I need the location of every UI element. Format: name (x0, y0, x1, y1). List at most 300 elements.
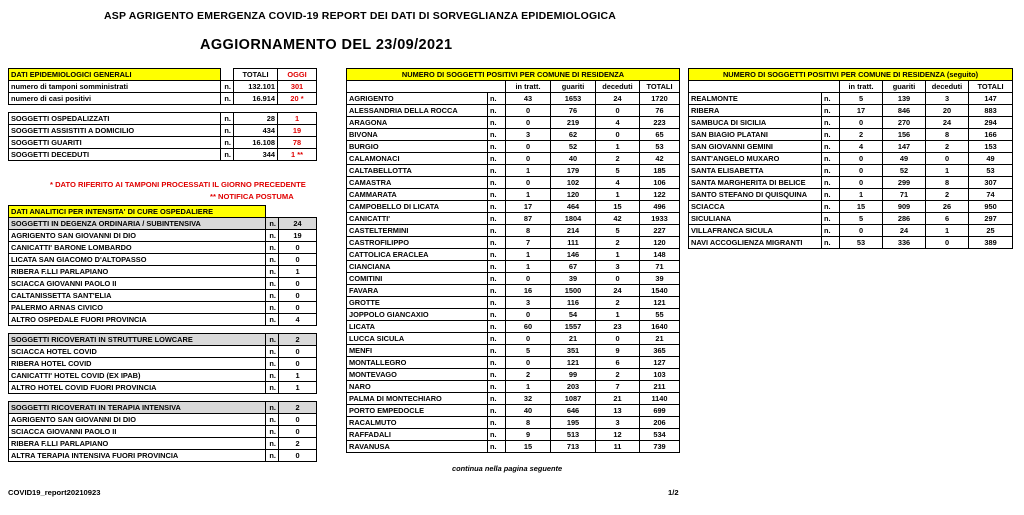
comune-name: CANICATTI' (347, 213, 488, 225)
comuni-col-header: deceduti (926, 81, 969, 93)
hospital-value: 1 (279, 266, 317, 278)
comuni-row (347, 273, 680, 285)
comune-value: 102 (551, 177, 596, 189)
n-cell: n. (266, 302, 279, 314)
n-cell: n. (488, 333, 506, 345)
general-label: SOGGETTI DECEDUTI (9, 149, 221, 161)
note-postuma: ** NOTIFICA POSTUMA (210, 192, 294, 201)
comune-value: 2 (596, 153, 640, 165)
comune-value: 0 (506, 153, 551, 165)
comune-name: JOPPOLO GIANCAXIO (347, 309, 488, 321)
comune-value: 13 (596, 405, 640, 417)
comune-name: CAMPOBELLO DI LICATA (347, 201, 488, 213)
comune-value: 2 (926, 189, 969, 201)
comune-name: RACALMUTO (347, 417, 488, 429)
n-cell: n. (488, 141, 506, 153)
n-cell: n. (221, 125, 234, 137)
comune-name: CAMMARATA (347, 189, 488, 201)
blank-cell (347, 81, 506, 93)
hospital-row (9, 346, 317, 358)
n-cell: n. (488, 393, 506, 405)
comune-value: 120 (551, 189, 596, 201)
hospital-label: RIBERA F.LLI PARLAPIANO (9, 438, 266, 450)
comune-name: SANTA MARGHERITA DI BELICE (689, 177, 822, 189)
comuni-row (347, 417, 680, 429)
comune-value: 0 (840, 225, 883, 237)
comune-value: 103 (640, 369, 680, 381)
comune-value: 227 (640, 225, 680, 237)
comune-value: 0 (596, 105, 640, 117)
hospital-row (9, 302, 317, 314)
n-cell: n. (221, 81, 234, 93)
comune-value: 139 (883, 93, 926, 105)
comune-value: 5 (506, 345, 551, 357)
comuni-row (347, 177, 680, 189)
comune-value: 0 (596, 273, 640, 285)
comune-value: 0 (926, 237, 969, 249)
n-cell: n. (488, 237, 506, 249)
n-cell: n. (488, 429, 506, 441)
n-cell: n. (822, 93, 840, 105)
n-cell: n. (266, 230, 279, 242)
comune-value: 3 (926, 93, 969, 105)
comune-name: REALMONTE (689, 93, 822, 105)
n-cell: n. (266, 290, 279, 302)
comune-value: 39 (640, 273, 680, 285)
hospital-label: RIBERA HOTEL COVID (9, 358, 266, 370)
comune-value: 146 (551, 249, 596, 261)
comune-value: 1 (926, 225, 969, 237)
comune-value: 297 (969, 213, 1013, 225)
n-cell: n. (266, 382, 279, 394)
comune-value: 1 (596, 141, 640, 153)
n-cell: n. (822, 213, 840, 225)
comuni-row (347, 153, 680, 165)
general-total: 434 (234, 125, 278, 137)
comune-value: 49 (969, 153, 1013, 165)
n-cell: n. (822, 189, 840, 201)
comuni-row (689, 165, 1013, 177)
n-cell: n. (221, 149, 234, 161)
comuni-row (689, 129, 1013, 141)
comune-value: 0 (840, 153, 883, 165)
comuni-col-header: guariti (551, 81, 596, 93)
comuni-row (689, 105, 1013, 117)
comune-name: RIBERA (689, 105, 822, 117)
comuni-row (347, 285, 680, 297)
comune-value: 1 (596, 249, 640, 261)
comune-value: 60 (506, 321, 551, 333)
comuni-row (689, 189, 1013, 201)
comune-value: 43 (506, 93, 551, 105)
comune-value: 12 (596, 429, 640, 441)
comune-value: 71 (640, 261, 680, 273)
comune-value: 76 (640, 105, 680, 117)
comune-value: 2 (596, 297, 640, 309)
comuni-table-continued (688, 68, 1013, 249)
comune-value: 106 (640, 177, 680, 189)
comuni-row (347, 129, 680, 141)
comune-value: 32 (506, 393, 551, 405)
n-cell: n. (822, 129, 840, 141)
hospital-value: 19 (279, 230, 317, 242)
n-cell: n. (488, 165, 506, 177)
comuni-row (347, 441, 680, 453)
hospital-value: 2 (279, 438, 317, 450)
comune-value: 17 (506, 201, 551, 213)
comune-value: 147 (969, 93, 1013, 105)
n-cell: n. (266, 218, 279, 230)
comune-value: 7 (506, 237, 551, 249)
comune-value: 62 (551, 129, 596, 141)
general-total: 344 (234, 149, 278, 161)
comune-name: MENFI (347, 345, 488, 357)
comune-value: 76 (551, 105, 596, 117)
hospital-row (9, 438, 317, 450)
comune-value: 389 (969, 237, 1013, 249)
comune-value: 534 (640, 429, 680, 441)
comune-value: 1933 (640, 213, 680, 225)
n-cell: n. (266, 278, 279, 290)
n-cell: n. (488, 201, 506, 213)
comuni-row (347, 225, 680, 237)
comune-value: 120 (640, 237, 680, 249)
comune-name: CATTOLICA ERACLEA (347, 249, 488, 261)
n-cell: n. (488, 177, 506, 189)
col-total-header: TOTALI (234, 69, 278, 81)
comune-name: MONTEVAGO (347, 369, 488, 381)
comune-value: 4 (596, 177, 640, 189)
comune-name: NAVI ACCOGLIENZA MIGRANTI (689, 237, 822, 249)
hospital-value: 0 (279, 346, 317, 358)
hospital-row (9, 382, 317, 394)
hospital-label: AGRIGENTO SAN GIOVANNI DI DIO (9, 414, 266, 426)
comune-name: CALTABELLOTTA (347, 165, 488, 177)
hospital-value: 0 (279, 358, 317, 370)
n-cell: n. (488, 213, 506, 225)
comune-value: 156 (883, 129, 926, 141)
hospital-value: 0 (279, 242, 317, 254)
comune-value: 54 (551, 309, 596, 321)
comune-value: 49 (883, 153, 926, 165)
comune-value: 5 (840, 93, 883, 105)
hospital-value: 1 (279, 370, 317, 382)
n-cell: n. (266, 414, 279, 426)
general-label: SOGGETTI ASSISTITI A DOMICILIO (9, 125, 221, 137)
comune-value: 147 (883, 141, 926, 153)
general-header-row (9, 69, 317, 81)
comune-value: 166 (969, 129, 1013, 141)
comuni-row (689, 225, 1013, 237)
hospital-row (9, 358, 317, 370)
comune-value: 179 (551, 165, 596, 177)
comune-value: 0 (506, 357, 551, 369)
spacer-row (9, 394, 317, 402)
comune-name: GROTTE (347, 297, 488, 309)
comune-name: PALMA DI MONTECHIARO (347, 393, 488, 405)
hospital-label: CANICATTI' BARONE LOMBARDO (9, 242, 266, 254)
comune-value: 1 (596, 189, 640, 201)
comune-value: 23 (596, 321, 640, 333)
comune-name: SCIACCA (689, 201, 822, 213)
n-cell: n. (488, 153, 506, 165)
spacer-row (9, 105, 317, 113)
comune-value: 8 (926, 177, 969, 189)
general-label: SOGGETTI GUARITI (9, 137, 221, 149)
n-cell: n. (488, 129, 506, 141)
hospital-label: SCIACCA HOTEL COVID (9, 346, 266, 358)
comune-value: 8 (926, 129, 969, 141)
comune-value: 15 (840, 201, 883, 213)
general-row (9, 125, 317, 137)
n-cell: n. (266, 358, 279, 370)
n-cell: n. (266, 370, 279, 382)
hospital-label: AGRIGENTO SAN GIOVANNI DI DIO (9, 230, 266, 242)
comune-value: 513 (551, 429, 596, 441)
comune-name: MONTALLEGRO (347, 357, 488, 369)
comune-value: 206 (640, 417, 680, 429)
hospital-group-label: SOGGETTI RICOVERATI IN STRUTTURE LOWCARE (9, 334, 266, 346)
comune-value: 8 (506, 417, 551, 429)
hospital-label: CANICATTI' HOTEL COVID (EX IPAB) (9, 370, 266, 382)
comuni-title-row (347, 69, 680, 81)
comuni-title: NUMERO DI SOGGETTI POSITIVI PER COMUNE DI RESIDENZA (seguito) (689, 69, 1013, 81)
hospital-value: 0 (279, 302, 317, 314)
hospital-group-row (9, 218, 317, 230)
hospital-title: DATI ANALITICI PER INTENSITA' DI CURE OSPEDALIERE (9, 206, 266, 218)
general-total: 16.108 (234, 137, 278, 149)
spacer-cell (9, 105, 317, 113)
comuni-row (689, 141, 1013, 153)
comuni-row (689, 237, 1013, 249)
n-cell: n. (488, 117, 506, 129)
comune-value: 121 (640, 297, 680, 309)
comune-name: VILLAFRANCA SICULA (689, 225, 822, 237)
comune-value: 1640 (640, 321, 680, 333)
comune-value: 99 (551, 369, 596, 381)
comuni-row (347, 333, 680, 345)
comune-name: SAN BIAGIO PLATANI (689, 129, 822, 141)
general-row (9, 149, 317, 161)
comune-value: 52 (883, 165, 926, 177)
comune-name: SANT'ANGELO MUXARO (689, 153, 822, 165)
blank-cell (221, 69, 234, 81)
comuni-title-row (689, 69, 1013, 81)
comuni-col-header: deceduti (596, 81, 640, 93)
comune-value: 2 (506, 369, 551, 381)
comune-value: 909 (883, 201, 926, 213)
comune-value: 15 (596, 201, 640, 213)
comune-name: PORTO EMPEDOCLE (347, 405, 488, 417)
n-cell: n. (488, 105, 506, 117)
hospital-label: SCIACCA GIOVANNI PAOLO II (9, 278, 266, 290)
comuni-row (347, 393, 680, 405)
n-cell: n. (488, 249, 506, 261)
comune-value: 0 (506, 141, 551, 153)
comune-value: 122 (640, 189, 680, 201)
comune-value: 42 (596, 213, 640, 225)
comune-value: 4 (596, 117, 640, 129)
page-number: 1/2 (668, 488, 679, 497)
comune-name: CIANCIANA (347, 261, 488, 273)
comune-value: 148 (640, 249, 680, 261)
comune-value: 74 (969, 189, 1013, 201)
hospital-row (9, 266, 317, 278)
comune-value: 7 (596, 381, 640, 393)
comuni-row (347, 105, 680, 117)
comune-name: SANTA ELISABETTA (689, 165, 822, 177)
comune-value: 42 (640, 153, 680, 165)
comune-value: 3 (596, 417, 640, 429)
hospital-value: 4 (279, 314, 317, 326)
comune-name: CASTROFILIPPO (347, 237, 488, 249)
n-cell: n. (822, 117, 840, 129)
comune-name: LUCCA SICULA (347, 333, 488, 345)
comune-value: 223 (640, 117, 680, 129)
comune-value: 5 (840, 213, 883, 225)
comuni-table (346, 68, 680, 453)
comuni-row (689, 201, 1013, 213)
n-cell: n. (488, 405, 506, 417)
comune-name: AGRIGENTO (347, 93, 488, 105)
hospital-label: LICATA SAN GIACOMO D'ALTOPASSO (9, 254, 266, 266)
footer-filename: COVID19_report20210923 (8, 488, 101, 497)
comuni-row (347, 429, 680, 441)
comuni-row (347, 117, 680, 129)
comuni-row (347, 237, 680, 249)
comune-value: 3 (596, 261, 640, 273)
comune-value: 21 (596, 393, 640, 405)
general-label: numero di tamponi somministrati (9, 81, 221, 93)
comune-value: 121 (551, 357, 596, 369)
n-cell: n. (488, 309, 506, 321)
hospital-row (9, 414, 317, 426)
comuni-row (689, 117, 1013, 129)
comune-name: FAVARA (347, 285, 488, 297)
comune-value: 17 (840, 105, 883, 117)
comune-value: 53 (840, 237, 883, 249)
comune-value: 699 (640, 405, 680, 417)
comune-value: 1804 (551, 213, 596, 225)
general-today: 1 (278, 113, 317, 125)
note-tamponi: * DATO RIFERITO AI TAMPONI PROCESSATI IL GIORNO PRECEDENTE (50, 180, 306, 189)
comuni-header-row (347, 81, 680, 93)
update-date: AGGIORNAMENTO DEL 23/09/2021 (200, 37, 453, 53)
hospital-group-label: SOGGETTI IN DEGENZA ORDINARIA / SUBINTENSIVA (9, 218, 266, 230)
hospital-row (9, 370, 317, 382)
n-cell: n. (266, 438, 279, 450)
comune-value: 219 (551, 117, 596, 129)
hospital-row (9, 426, 317, 438)
comune-name: BIVONA (347, 129, 488, 141)
comuni-col-header: TOTALI (969, 81, 1013, 93)
n-cell: n. (822, 225, 840, 237)
general-today: 19 (278, 125, 317, 137)
hospital-label: ALTRA TERAPIA INTENSIVA FUORI PROVINCIA (9, 450, 266, 462)
n-cell: n. (822, 105, 840, 117)
comune-value: 1720 (640, 93, 680, 105)
comune-value: 286 (883, 213, 926, 225)
comune-value: 0 (840, 165, 883, 177)
spacer-row (9, 326, 317, 334)
comuni-row (347, 261, 680, 273)
general-today: 301 (278, 81, 317, 93)
comuni-col-header: in tratt. (840, 81, 883, 93)
comune-name: ALESSANDRIA DELLA ROCCA (347, 105, 488, 117)
comune-value: 336 (883, 237, 926, 249)
comune-value: 2 (926, 141, 969, 153)
comune-value: 55 (640, 309, 680, 321)
comune-value: 4 (840, 141, 883, 153)
hospital-row (9, 230, 317, 242)
comuni-row (689, 177, 1013, 189)
comune-value: 21 (551, 333, 596, 345)
comune-value: 15 (506, 441, 551, 453)
comuni-row (347, 321, 680, 333)
hospital-group-value: 2 (279, 402, 317, 414)
comune-value: 1140 (640, 393, 680, 405)
comuni-row (347, 201, 680, 213)
n-cell: n. (822, 153, 840, 165)
general-data-table (8, 68, 317, 161)
comuni-row (689, 153, 1013, 165)
comune-value: 185 (640, 165, 680, 177)
comune-value: 365 (640, 345, 680, 357)
col-today-header: OGGI (278, 69, 317, 81)
comune-value: 20 (926, 105, 969, 117)
comune-value: 464 (551, 201, 596, 213)
comune-value: 351 (551, 345, 596, 357)
comuni-row (347, 357, 680, 369)
general-total: 28 (234, 113, 278, 125)
hospital-value: 0 (279, 450, 317, 462)
n-cell: n. (488, 381, 506, 393)
comune-value: 116 (551, 297, 596, 309)
n-cell: n. (488, 357, 506, 369)
n-cell: n. (266, 314, 279, 326)
comune-value: 0 (506, 105, 551, 117)
general-total: 132.101 (234, 81, 278, 93)
comuni-row (347, 141, 680, 153)
n-cell: n. (822, 237, 840, 249)
hospital-value: 1 (279, 382, 317, 394)
comune-value: 52 (551, 141, 596, 153)
comune-value: 40 (506, 405, 551, 417)
comune-value: 65 (640, 129, 680, 141)
n-cell: n. (822, 201, 840, 213)
comune-value: 2 (596, 369, 640, 381)
comune-value: 0 (596, 129, 640, 141)
n-cell: n. (266, 254, 279, 266)
comuni-col-header: in tratt. (506, 81, 551, 93)
comune-name: SICULIANA (689, 213, 822, 225)
comune-value: 883 (969, 105, 1013, 117)
n-cell: n. (266, 402, 279, 414)
general-label: SOGGETTI OSPEDALIZZATI (9, 113, 221, 125)
comune-value: 2 (840, 129, 883, 141)
n-cell: n. (488, 285, 506, 297)
comune-value: 713 (551, 441, 596, 453)
n-cell: n. (488, 369, 506, 381)
comuni-row (689, 213, 1013, 225)
blank-cell (266, 206, 317, 218)
n-cell: n. (488, 417, 506, 429)
comune-value: 0 (506, 309, 551, 321)
comune-value: 1 (506, 261, 551, 273)
comuni-row (347, 309, 680, 321)
comune-value: 1 (506, 165, 551, 177)
comune-value: 1 (596, 309, 640, 321)
